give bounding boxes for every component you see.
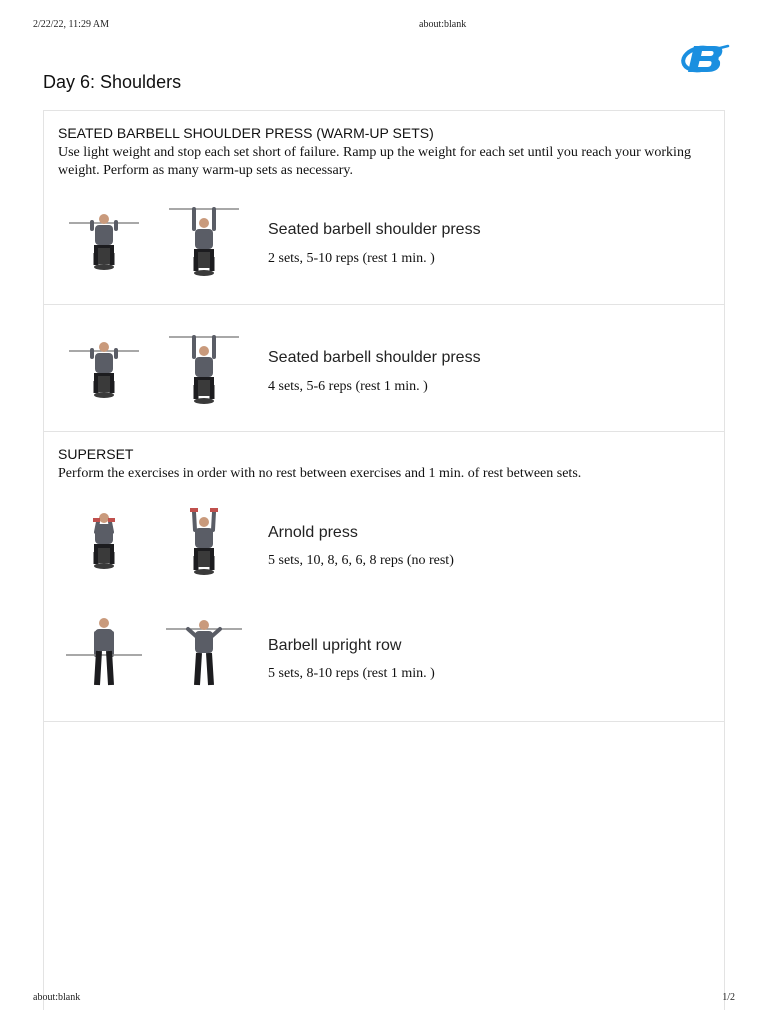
section-working-sets [44, 305, 724, 432]
exercise-detail: 4 sets, 5-6 reps (rest 1 min. ) [268, 379, 428, 394]
print-footer-url: about:blank [33, 992, 81, 1003]
print-datetime: 2/22/22, 11:29 AM [33, 19, 110, 30]
print-url: about:blank [419, 19, 467, 30]
exercise-name[interactable]: Seated barbell shoulder press [268, 349, 481, 366]
arnold-press-top-image [164, 504, 244, 584]
exercise-detail: 5 sets, 10, 8, 6, 6, 8 reps (no rest) [268, 553, 454, 568]
upright-row-start-image [64, 615, 144, 695]
section-title: SEATED BARBELL SHOULDER PRESS (WARM-UP SETS) [58, 125, 434, 141]
print-page-number: 1/2 [722, 992, 735, 1003]
section-warmup [44, 111, 724, 305]
exercise-item[interactable] [44, 615, 724, 695]
exercise-name[interactable]: Seated barbell shoulder press [268, 221, 481, 238]
arnold-press-start-image [64, 504, 144, 584]
bodybuilding-b-logo-icon [680, 40, 730, 76]
page-title: Day 6: Shoulders [43, 72, 182, 92]
seated-press-top-image [164, 331, 244, 411]
section-superset [44, 432, 724, 722]
section-description: Perform the exercises in order with no rest between exercises and 1 min. of rest between sets. [58, 466, 582, 481]
seated-press-start-image [64, 331, 144, 411]
seated-press-start-image [64, 203, 144, 283]
exercise-name[interactable]: Arnold press [268, 524, 358, 541]
workout-card [43, 110, 725, 1010]
exercise-item[interactable] [44, 331, 724, 411]
exercise-item[interactable] [44, 504, 724, 584]
upright-row-top-image [164, 615, 244, 695]
exercise-item[interactable] [44, 203, 724, 283]
exercise-name[interactable]: Barbell upright row [268, 637, 402, 654]
section-title: SUPERSET [58, 446, 134, 462]
exercise-detail: 5 sets, 8-10 reps (rest 1 min. ) [268, 666, 435, 681]
section-description: Use light weight and stop each set short of failure. Ramp up the weight for each set until you reach your working weight. Perform as many warm-up sets as necessary. [58, 145, 691, 178]
seated-press-top-image [164, 203, 244, 283]
exercise-detail: 2 sets, 5-10 reps (rest 1 min. ) [268, 251, 435, 266]
